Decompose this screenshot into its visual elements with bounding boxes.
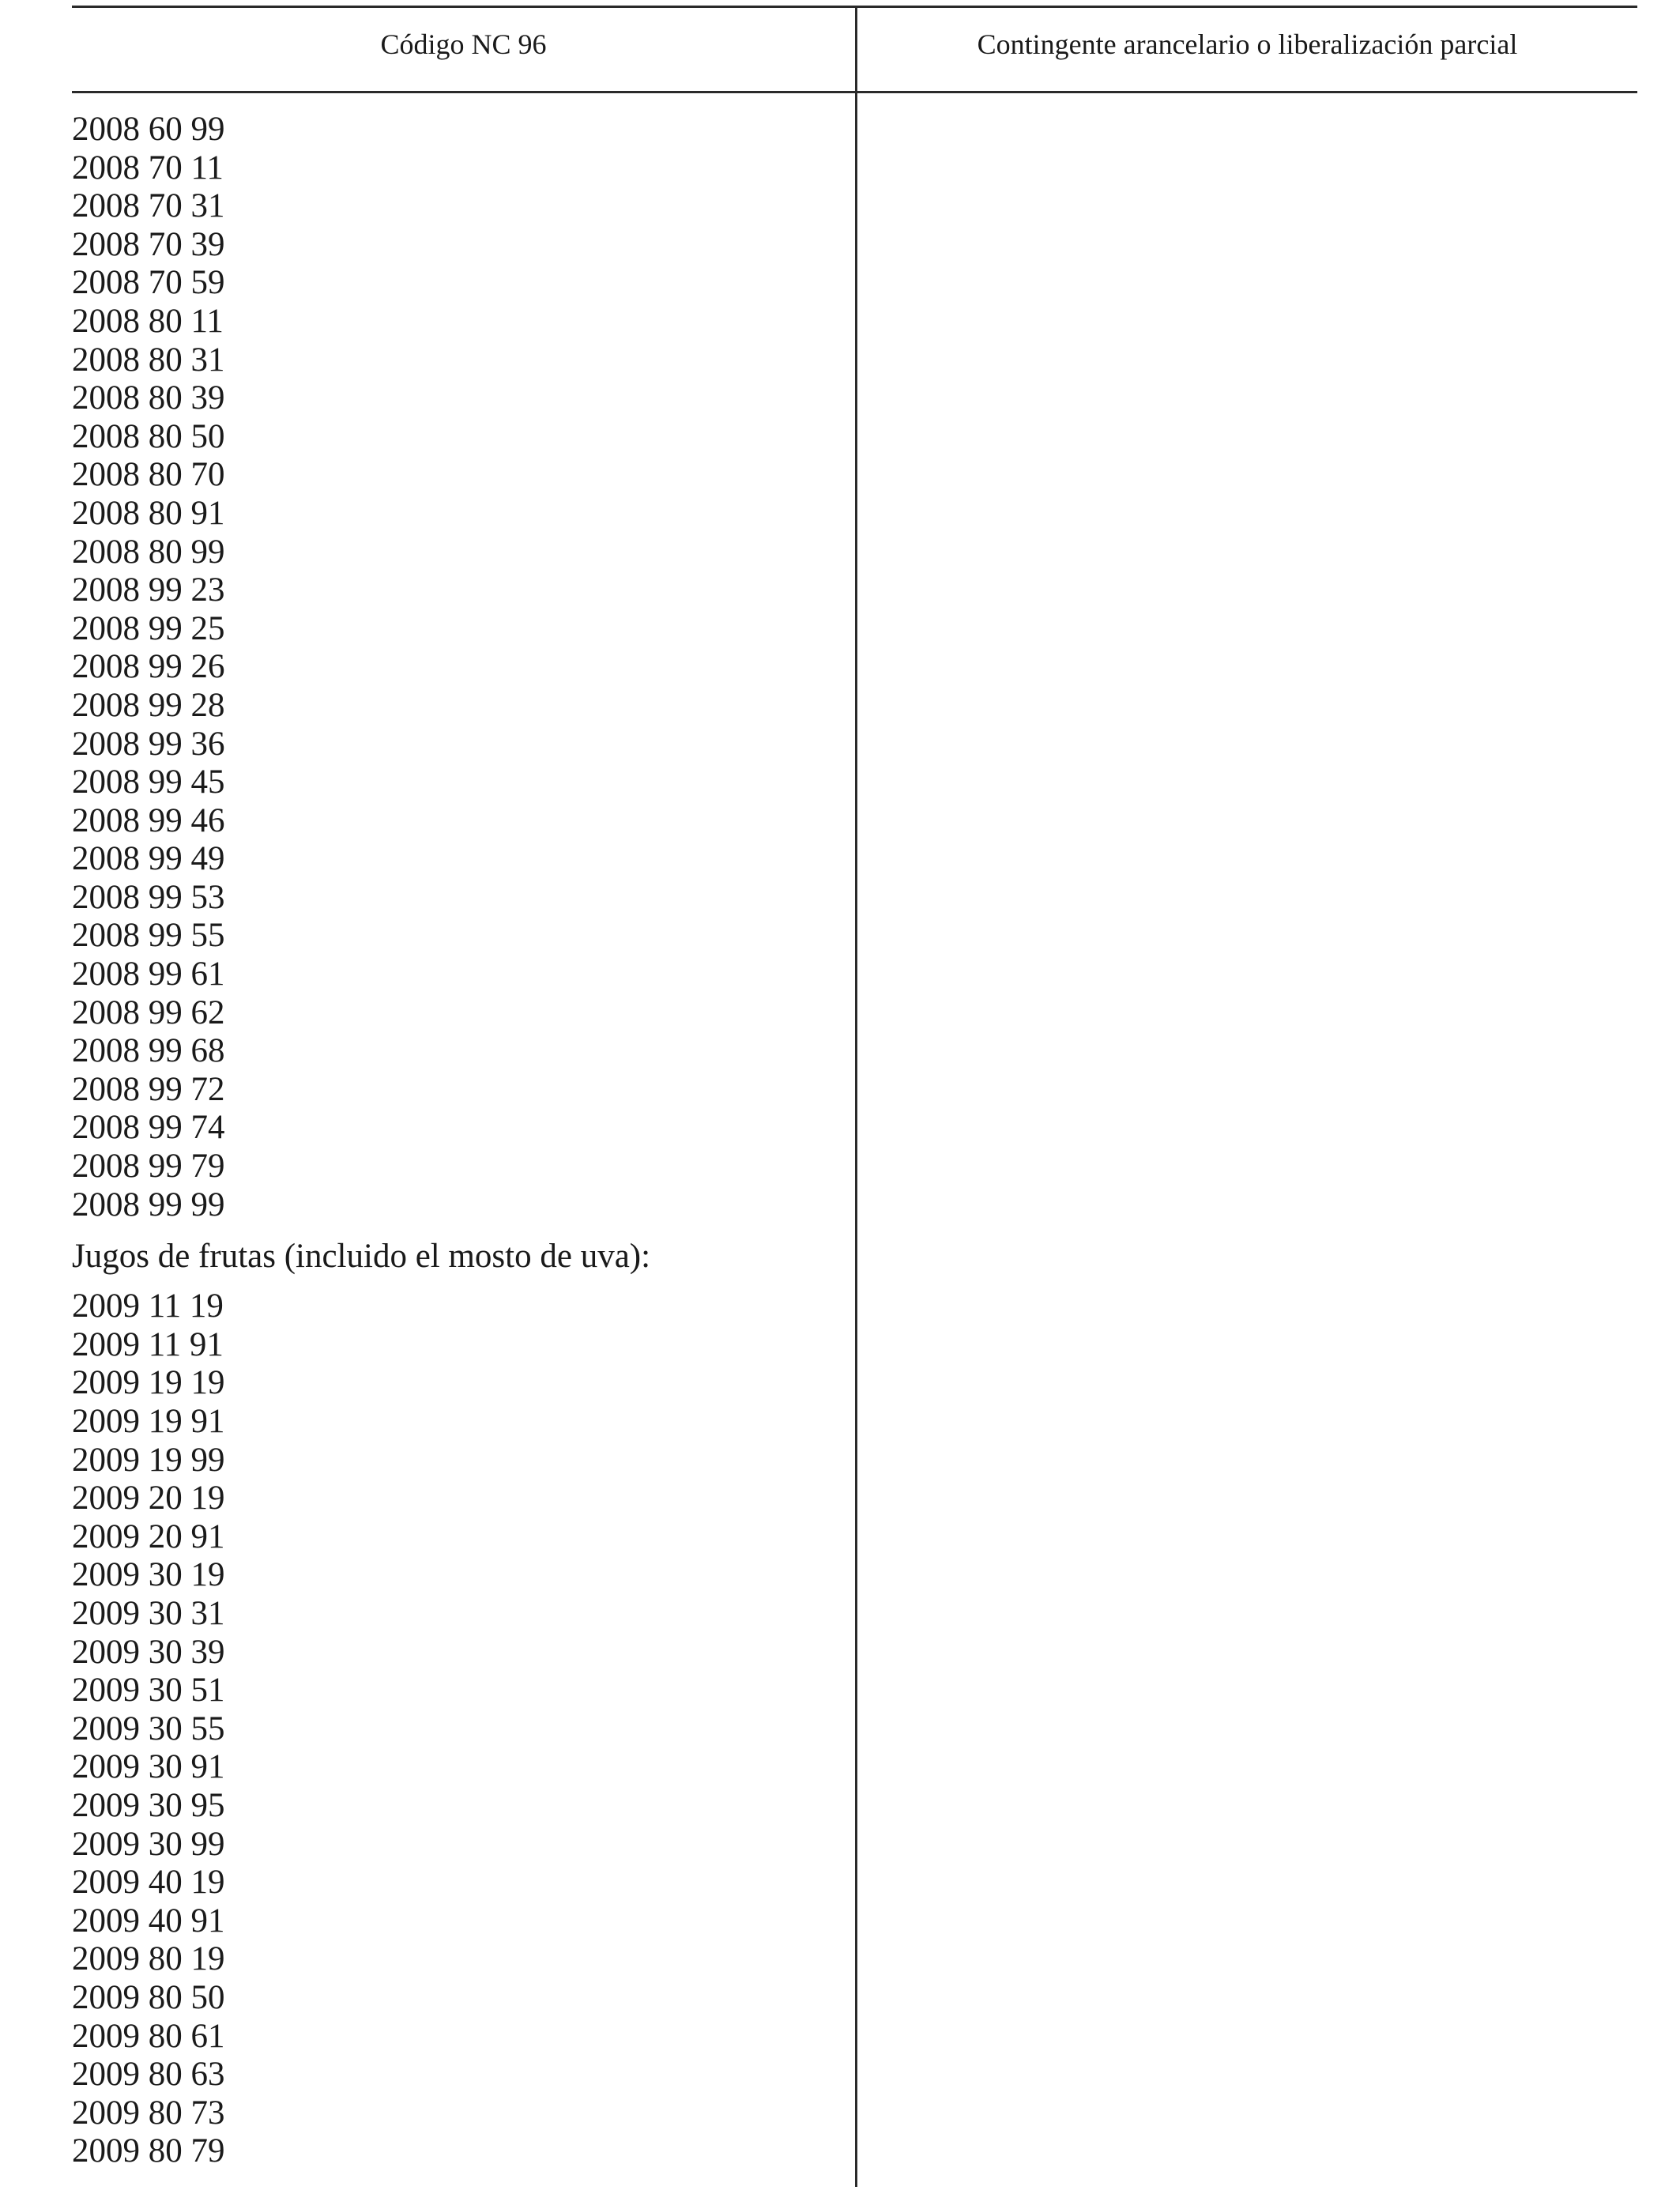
code-row: 2009 80 19 — [72, 1940, 225, 1978]
code-row: 2009 11 91 — [72, 1325, 224, 1363]
section-heading-fruit-juices: Jugos de frutas (incluido el mosto de uva): — [72, 1238, 651, 1276]
code-row: 2009 40 19 — [72, 1864, 225, 1902]
code-row: 2008 99 79 — [72, 1148, 225, 1186]
code-row: 2009 30 39 — [72, 1633, 225, 1671]
code-row: 2008 99 26 — [72, 648, 225, 686]
code-row: 2008 60 99 — [72, 111, 225, 148]
code-row: 2009 11 19 — [72, 1287, 224, 1325]
code-group-2008 — [72, 111, 846, 1224]
code-row: 2009 80 61 — [72, 2017, 225, 2055]
code-row: 2009 80 73 — [72, 2094, 225, 2132]
code-row: 2009 19 19 — [72, 1364, 225, 1402]
code-row: 2008 99 23 — [72, 571, 225, 609]
code-row: 2008 70 59 — [72, 264, 225, 302]
code-row: 2009 30 99 — [72, 1825, 225, 1863]
code-row: 2009 80 50 — [72, 1978, 225, 2016]
code-row: 2008 99 36 — [72, 725, 225, 763]
column-divider — [855, 6, 857, 2187]
code-row: 2008 70 31 — [72, 187, 225, 225]
code-row: 2009 40 91 — [72, 1902, 225, 1940]
code-row: 2008 80 50 — [72, 417, 225, 455]
code-row: 2008 99 25 — [72, 609, 225, 647]
code-row: 2009 80 63 — [72, 2056, 225, 2094]
code-row: 2009 80 79 — [72, 2132, 225, 2170]
code-row: 2008 99 46 — [72, 801, 225, 839]
code-row: 2009 30 55 — [72, 1710, 225, 1747]
code-row: 2009 19 99 — [72, 1441, 225, 1479]
code-row: 2008 99 49 — [72, 840, 225, 878]
code-column — [72, 111, 846, 2171]
code-group-2009 — [72, 1287, 846, 2171]
code-row: 2008 99 68 — [72, 1032, 225, 1070]
code-row: 2008 99 45 — [72, 763, 225, 801]
code-row: 2008 80 31 — [72, 341, 225, 379]
code-row: 2008 99 28 — [72, 686, 225, 724]
column-header-code: Código NC 96 — [380, 28, 547, 60]
code-row: 2008 99 53 — [72, 878, 225, 916]
code-row: 2008 99 55 — [72, 917, 225, 955]
code-row: 2008 80 70 — [72, 456, 225, 494]
code-row: 2008 99 61 — [72, 956, 225, 993]
code-row: 2008 99 62 — [72, 993, 225, 1031]
code-row: 2009 19 91 — [72, 1403, 225, 1440]
code-row: 2008 99 99 — [72, 1186, 225, 1223]
column-header-quota: Contingente arancelario o liberalización parcial — [977, 28, 1518, 60]
code-row: 2008 70 11 — [72, 149, 224, 187]
code-row: 2009 20 19 — [72, 1480, 225, 1517]
code-row: 2008 80 39 — [72, 379, 225, 417]
code-row: 2009 30 91 — [72, 1748, 225, 1786]
code-row: 2008 70 39 — [72, 225, 225, 263]
code-row: 2008 80 99 — [72, 533, 225, 571]
code-row: 2009 30 19 — [72, 1556, 225, 1594]
code-row: 2008 80 91 — [72, 494, 225, 532]
code-row: 2008 99 72 — [72, 1070, 225, 1108]
code-row: 2009 20 91 — [72, 1517, 225, 1555]
code-row: 2008 80 11 — [72, 302, 224, 340]
code-row: 2009 30 51 — [72, 1672, 225, 1710]
code-row: 2009 30 31 — [72, 1594, 225, 1632]
code-row: 2008 99 74 — [72, 1109, 225, 1147]
code-row: 2009 30 95 — [72, 1786, 225, 1824]
